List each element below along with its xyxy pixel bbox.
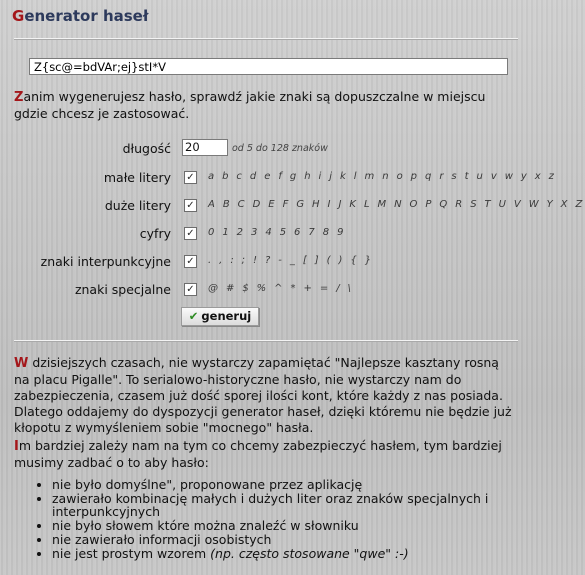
option-label: znaki interpunkcyjne [40,254,171,269]
info-paragraph-1 [14,355,516,436]
length-row [0,139,518,159]
tip-text: zawierało kombinację małych i dużych liter oraz znaków specjalnych i interpunkcyjnych [52,491,489,519]
password-tips-list [14,478,512,561]
special-checkbox[interactable]: ✓ [184,283,197,296]
checkmark-icon: ✔ [188,309,199,323]
punctuation-checkbox[interactable]: ✓ [184,255,197,268]
tip-text: nie zawierało informacji osobistych [52,532,272,547]
intro-text [14,89,514,122]
tip-text: nie było domyślne", proponowane przez aplikację [52,477,363,492]
intro-body: anim wygenerujesz hasło, sprawdź jakie znaki są dopuszczalne w miejscu gdzie chcesz je zastosować. [14,89,486,121]
list-item [52,547,512,560]
option-row-uppercase [0,196,585,216]
uppercase-checkbox[interactable]: ✓ [184,199,197,212]
digits-checkbox[interactable]: ✓ [184,227,197,240]
title-text: enerator haseł [24,7,149,25]
option-label: cyfry [139,226,171,241]
para1-dropcap: W [14,356,29,371]
option-label: znaki specjalne [74,282,171,297]
option-chars: 0 1 2 3 4 5 6 7 8 9 [208,227,346,238]
divider-middle [14,340,518,342]
option-row-lowercase [0,168,557,188]
length-label: długość [122,141,171,156]
tip-note: (np. często stosowane "qwe" :-) [210,546,409,561]
option-label: małe litery [103,170,171,185]
option-chars: a b c d e f g h i j k l m n o p q r s t u v w y x z [208,171,557,182]
generated-password-field[interactable] [29,58,508,75]
divider-top [14,38,518,40]
generate-button-label: generuj [201,309,252,323]
intro-dropcap: Z [14,90,24,105]
tip-text: nie jest prostym wzorem [52,546,211,561]
tip-text: nie było słowem które można znaleźć w słowniku [52,518,359,533]
list-item [52,519,512,532]
para1-body: dzisiejszych czasach, nie wystarczy zapamiętać "Najlepsze kasztany rosną na placu Pigalle". To serialowo-historyczne hasło, nie wystarczy nam do zabezpieczenia, czasem już dość sporej ilości kont, które każdy z nas posiada. Dlatego oddajemy do dyspozycji generator haseł, dzięki któremu nie będzie już kłopotu z wymyśleniem sobie "mocnego" hasła. [14,355,512,435]
info-paragraph-2 [14,438,516,471]
option-chars: . , : ; ! ? - _ [ ] ( ) { } [208,255,374,266]
option-row-digits [0,224,518,244]
generate-button[interactable] [181,307,259,326]
option-row-punctuation [0,252,518,272]
para2-body: m bardziej zależy nam na tym co chcemy zabezpieczyć hasłem, tym bardziej musimy zadbać o to aby hasło: [14,438,502,470]
length-hint: od 5 do 128 znaków [232,143,328,154]
list-item [52,492,512,518]
list-item [52,478,512,491]
lowercase-checkbox[interactable]: ✓ [184,171,197,184]
length-input[interactable]: 20 [182,139,228,156]
para2-dropcap: I [14,439,19,454]
option-chars: A B C D E F G H I J K L M N O P Q R S T U V W Y X Z [208,199,585,210]
option-label: duże litery [104,198,171,213]
page-title [12,7,148,25]
option-chars: @ # $ % ^ * + = / \ [208,283,354,294]
list-item [52,533,512,546]
title-first-letter: G [12,7,25,25]
option-row-special [0,280,518,300]
